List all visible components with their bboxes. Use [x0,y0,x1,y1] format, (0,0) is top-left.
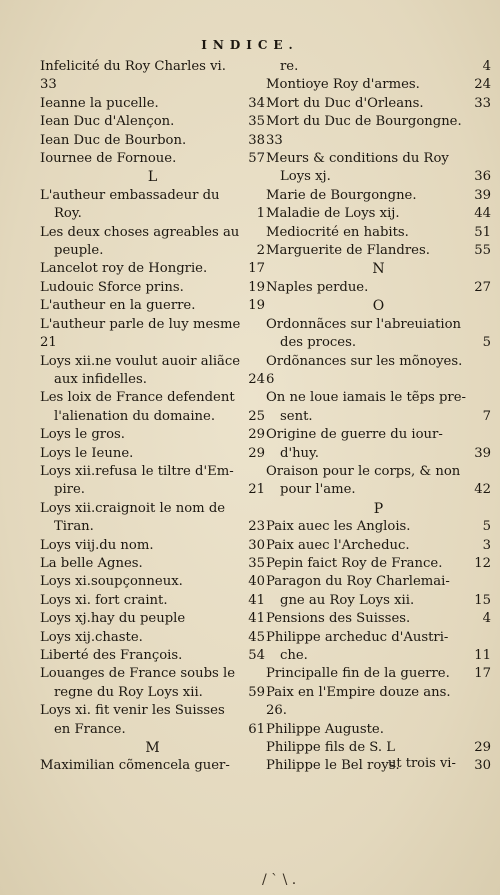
index-entry [266,573,491,591]
index-entry [266,721,491,739]
index-entry [40,334,265,352]
index-entry-text: La belle Agnes. [40,555,143,571]
index-letter-heading: L [147,169,158,186]
index-entry-page: 39 [474,187,491,203]
index-entry-text: pire. [54,482,85,498]
index-entry [266,279,491,297]
index-entry [266,353,491,371]
index-entry-text: 26. [266,703,287,719]
index-entry-text: 33 [266,132,283,148]
index-entry [266,242,491,260]
index-entry-page: 19 [248,279,265,295]
index-entry-page: 29 [248,445,265,461]
index-entry [40,684,265,702]
index-entry-text: che. [280,648,308,663]
index-entry-page: 33 [474,95,491,111]
index-entry-page: 4 [482,59,491,74]
index-entry-text: Paix en l'Empire douze ans. [266,684,451,700]
index-entry-text: Origine de guerre du iour- [266,427,443,443]
index-entry [266,665,491,683]
index-entry-page: 42 [474,482,491,498]
index-entry [266,408,491,426]
index-entry-text: Montioye Roy d'armes. [266,77,420,93]
index-entry-text: Ieanne la pucelle. [40,95,159,111]
index-letter-heading: N [372,261,385,278]
index-entry-text: Loys le Ieune. [40,445,134,461]
index-entry [40,555,265,573]
index-entry-text: Maximilian cõmencela guer- [40,758,230,774]
index-entry [40,58,265,76]
index-entry [40,537,265,555]
index-entry [266,702,491,720]
index-entry [266,518,491,536]
index-entry-text: gne au Roy Loys xii. [280,592,415,608]
index-entry-text: Iean Duc d'Alençon. [40,114,175,130]
index-entry-page: 21 [248,482,265,498]
index-entry-text: Philippe le Bel roys. [266,758,400,774]
index-entry-text: Ordonnãces sur l'abreuiation [266,316,462,332]
index-entry [40,389,265,407]
index-entry [266,205,491,223]
index-entry-text: Loys xii.refusa le tiltre d'Em- [40,463,234,479]
index-entry-text: Paix auec les Anglois. [266,519,411,535]
index-entry [40,113,265,131]
index-entry-page: 59 [248,684,265,700]
index-entry [40,445,265,463]
index-entry-text: Loys xi. fort craint. [40,592,168,608]
index-entry [266,95,491,113]
index-entry-text: Loys xij.chaste. [40,629,143,645]
index-letter-heading: M [145,740,160,757]
index-entry [266,592,491,610]
index-entry-page: 19 [248,298,265,314]
index-entry [40,647,265,665]
index-entry [266,168,491,186]
index-entry [40,702,265,720]
index-entry-text: Marie de Bourgongne. [266,187,417,203]
index-entry-page: 51 [474,224,491,240]
index-entry-page: 27 [474,279,491,295]
index-entry-text: Liberté des François. [40,648,183,663]
index-entry [266,113,491,131]
index-entry-page: 40 [248,574,265,590]
index-entry-text: Mediocrité en habits. [266,224,409,240]
index-entry [266,58,491,76]
index-entry-page: 57 [248,151,265,167]
index-entry [266,739,491,757]
index-entry-text: Ordõnances sur les mõnoyes. [266,353,463,369]
index-column-right [266,58,491,776]
index-entry [266,316,491,334]
index-entry-text: des proces. [280,335,357,351]
bottom-marks: / ˋ \ . [262,872,297,888]
index-entry-text: pour l'ame. [280,482,356,498]
index-entry-text: L'autheur embassadeur du [40,187,220,203]
index-entry [40,132,265,150]
index-entry [266,757,491,775]
index-entry [266,224,491,242]
index-entry [40,665,265,683]
index-entry-text: Loys xi. fit venir les Suisses [40,703,225,719]
index-entry-page: 11 [474,648,491,663]
index-entry-text: Iean Duc de Bourbon. [40,132,187,148]
index-entry [40,629,265,647]
index-entry-text: Principalle fin de la guerre. [266,666,450,682]
index-entry [266,481,491,499]
index-letter-heading: P [373,500,384,517]
index-letter-heading: O [372,298,385,315]
index-entry-page: 35 [248,114,265,130]
index-entry [266,150,491,168]
index-entry [266,371,491,389]
index-entry [40,316,265,334]
index-entry-text: Les deux choses agreables au [40,224,240,240]
index-entry [266,684,491,702]
index-entry-text: Loys viij.du nom. [40,537,154,553]
index-entry-page: 41 [248,611,265,627]
index-entry-text: regne du Roy Loys xii. [54,684,203,700]
running-head: INDICE. [201,38,299,52]
index-entry-text: Loys xii.craignoit le nom de [40,500,226,516]
index-entry [40,408,265,426]
index-entry-text: Iournee de Fornoue. [40,151,177,167]
index-entry [40,592,265,610]
index-entry [40,297,265,315]
index-entry-text: Les loix de France defendent [40,390,235,406]
index-entry-page: 34 [248,95,265,111]
index-entry [266,389,491,407]
index-entry-page: 24 [248,371,265,387]
index-entry-text: Philippe fils de S. L [266,740,396,756]
index-entry-text: l'alienation du domaine. [54,408,216,424]
index-entry-text: d'huy. [280,445,319,461]
index-entry [266,555,491,573]
index-entry-page: 29 [474,740,491,756]
index-entry [40,573,265,591]
index-entry-page: 24 [474,77,491,93]
index-entry-text: Marguerite de Flandres. [266,243,430,259]
index-entry [40,518,265,536]
index-entry-text: en France. [54,721,126,737]
index-entry-page: 23 [248,519,265,535]
index-entry [40,76,265,94]
index-entry-text: Loys le gros. [40,427,125,443]
index-column-left [40,58,265,776]
index-entry-page: 5 [482,519,491,535]
index-entry-page: 12 [474,555,491,571]
index-entry-page: 25 [248,408,265,424]
index-entry [40,371,265,389]
index-entry [266,537,491,555]
index-entry-text: Loys xii.ne voulut auoir aliãce [40,353,241,369]
index-entry [266,647,491,665]
index-entry [266,463,491,481]
index-entry [40,279,265,297]
index-entry-page: 7 [482,408,491,424]
index-entry-text: Pepin faict Roy de France. [266,555,443,571]
index-entry-page: 35 [248,555,265,571]
index-entry-page: 30 [248,537,265,553]
index-entry-page: 17 [474,666,491,682]
index-entry [40,205,265,223]
index-entry [266,610,491,628]
index-entry-page: 38 [248,132,265,148]
index-entry-text: Ludouic Sforce prins. [40,279,184,295]
index-entry [266,445,491,463]
index-entry-page: 39 [474,445,491,461]
index-entry [266,132,491,150]
index-entry-page: 3 [482,537,491,553]
index-entry-text: Meurs & conditions du Roy [266,151,449,167]
index-entry-text: peuple. [54,243,104,259]
index-entry-page: 54 [248,648,265,663]
index-entry-text: Louanges de France soubs le [40,666,236,682]
index-entry-text: Loys xj. [280,169,331,185]
index-entry-text: On ne loue iamais le tẽps pre- [266,390,466,406]
index-entry-page: 36 [474,169,491,185]
index-entry [266,426,491,444]
index-entry [40,757,265,775]
index-entry [40,500,265,518]
index-entry-page: 5 [482,335,491,351]
index-entry-text: Loys xi.soupçonneux. [40,574,183,590]
index-entry-text: L'autheur parle de luy mesme [40,316,241,332]
index-entry-page: 55 [474,243,491,259]
index-entry-page: 15 [474,592,491,608]
index-entry-page: 45 [248,629,265,645]
index-entry-text: Infelicité du Roy Charles vi. [40,59,226,74]
index-entry [40,481,265,499]
index-entry-text: Paragon du Roy Charlemai- [266,574,450,590]
index-entry-text: 33 [40,77,57,93]
index-entry-text: Oraison pour le corps, & non [266,463,461,479]
index-entry-page: 30 [474,758,491,774]
index-entry [40,150,265,168]
index-entry [40,187,265,205]
index-entry-text: 21 [40,335,57,351]
index-entry [40,353,265,371]
index-entry-text: Maladie de Loys xij. [266,206,400,222]
index-entry-text: 6 [266,371,275,387]
index-entry-text: aux infidelles. [54,371,147,387]
index-entry-text: L'autheur en la guerre. [40,298,196,314]
index-entry [40,224,265,242]
index-entry-text: Naples perdue. [266,279,369,295]
index-entry [266,187,491,205]
index-entry-page: 17 [248,261,265,277]
index-entry-text: Pensions des Suisses. [266,611,411,627]
index-entry-page: 29 [248,427,265,443]
index-entry [40,260,265,278]
catchword: ut trois vi- [388,756,456,771]
index-entry-text: Loys xj.hay du peuple [40,611,186,627]
index-entry-page: 44 [474,206,491,222]
index-entry-text: sent. [280,408,313,424]
index-entry [40,463,265,481]
index-entry [40,95,265,113]
index-entry [40,610,265,628]
index-entry-page: 41 [248,592,265,608]
index-entry [266,334,491,352]
index-entry-page: 1 [256,206,265,222]
index-entry-page: 2 [256,243,265,259]
index-entry [40,721,265,739]
index-entry-text: Mort du Duc de Bourgongne. [266,114,462,130]
index-entry-text: Philippe archeduc d'Austri- [266,629,449,645]
index-entry [40,426,265,444]
index-entry-page: 61 [248,721,265,737]
index-entry [266,76,491,94]
index-entry-text: Lancelot roy de Hongrie. [40,261,208,277]
index-entry-text: Philippe Auguste. [266,721,384,737]
index-entry-text: Paix auec l'Archeduc. [266,537,410,553]
index-entry [266,629,491,647]
index-entry-text: re. [280,59,299,74]
index-entry-page: 4 [482,611,491,627]
index-entry-text: Roy. [54,206,82,222]
index-entry [40,242,265,260]
index-entry-text: Tiran. [54,519,94,535]
index-entry-text: Mort du Duc d'Orleans. [266,95,424,111]
